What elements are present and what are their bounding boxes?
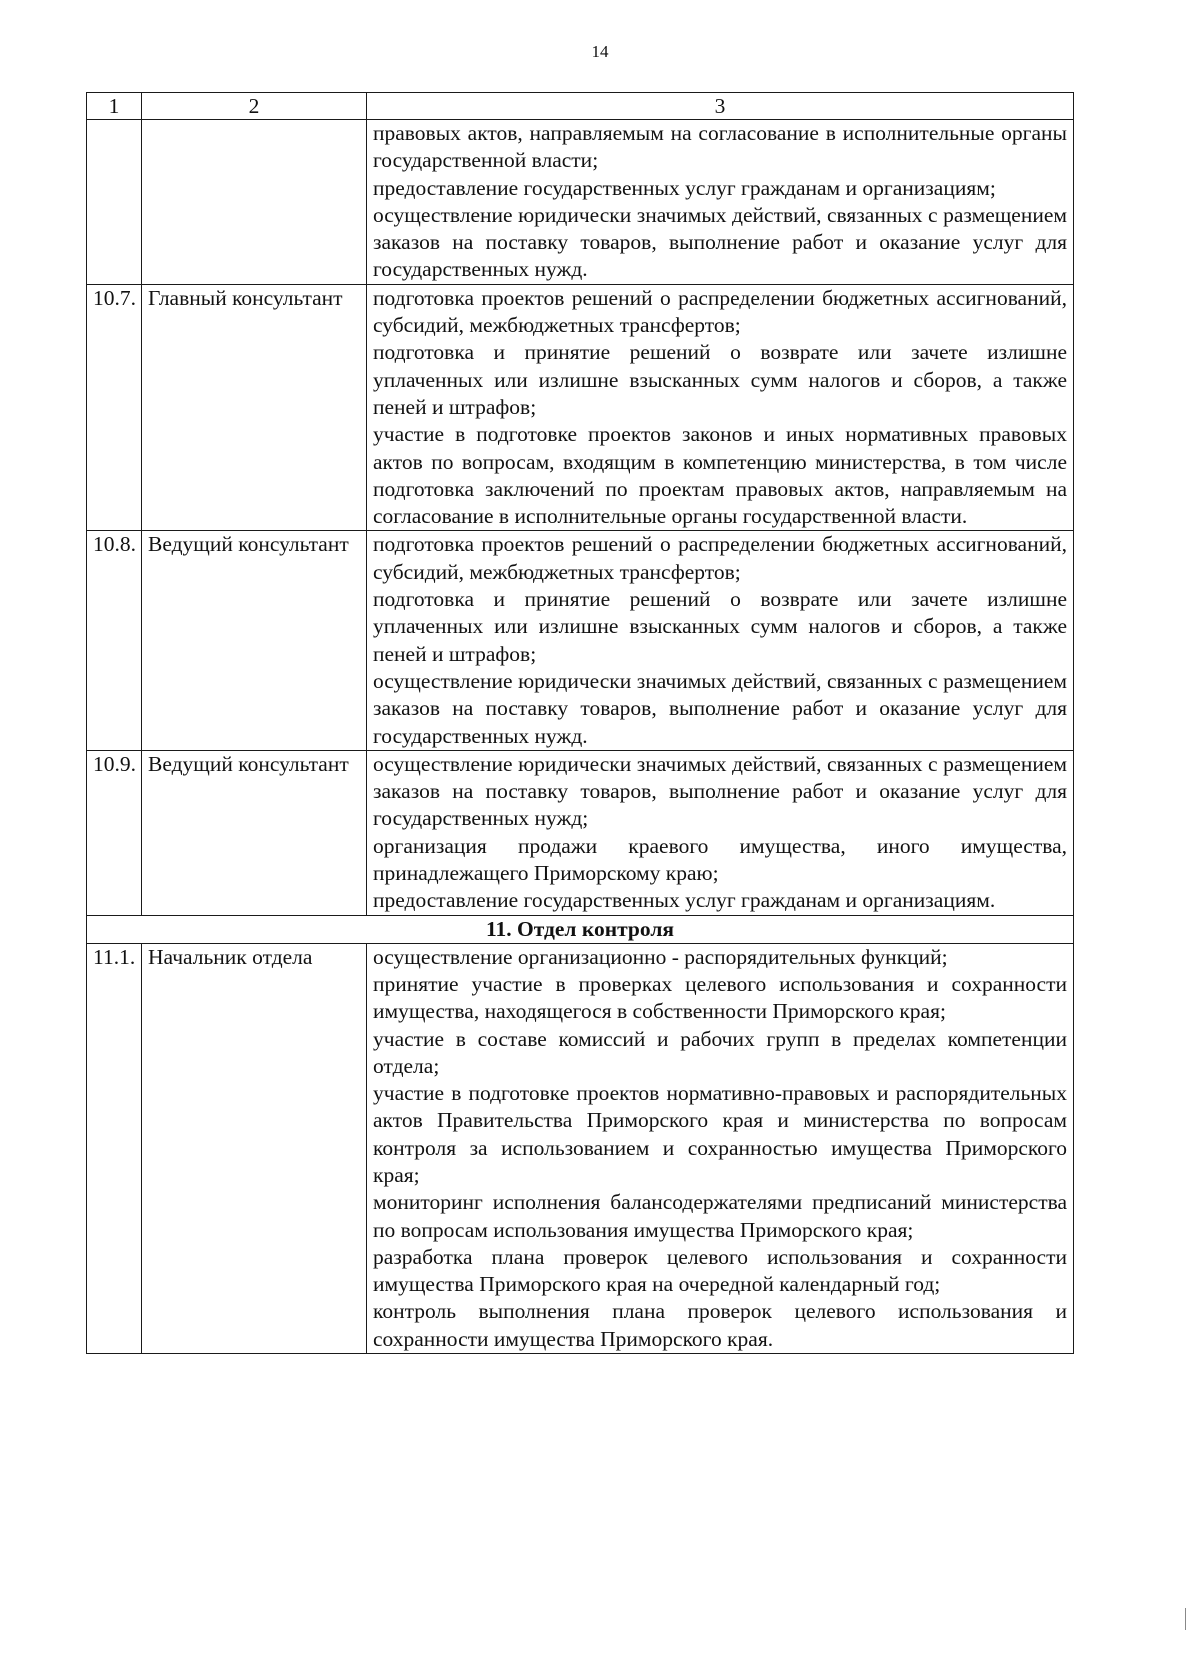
- table-row: [87, 284, 1074, 531]
- position-title: [142, 120, 367, 285]
- duties-cell: [367, 531, 1074, 750]
- duty-item: предоставление государственных услуг гражданам и организациям.: [373, 888, 996, 913]
- duty-item: мониторинг исполнения балансодержателями предписаний министерства по вопросам использования имущества Приморского края;: [373, 1190, 1067, 1242]
- duty-item: участие в подготовке проектов нормативно-правовых и распорядительных актов Правительства Приморского края и министерства по вопросам контроля за использованием и сохранностью имущества Приморского края;: [373, 1081, 1067, 1187]
- duty-item: подготовка проектов решений о распределении бюджетных ассигнований, субсидий, межбюджетных трансфертов;: [373, 285, 1067, 338]
- duty-item: контроль выполнения плана проверок целевого использования и сохранности имущества Приморского края.: [373, 1299, 1067, 1351]
- duty-item: подготовка и принятие решений о возврате или зачете излишне уплаченных или излишне взысканных сумм налогов и сборов, а также пеней и штрафов;: [373, 340, 1067, 419]
- row-number: 10.8.: [87, 531, 142, 750]
- table-header-row: [87, 93, 1074, 120]
- duty-item: организация продажи краевого имущества, иного имущества, принадлежащего Приморскому краю;: [373, 833, 1067, 886]
- row-number: 11.1.: [87, 943, 142, 1353]
- duty-item: подготовка и принятие решений о возврате или зачете излишне уплаченных или излишне взысканных сумм налогов и сборов, а также пеней и штрафов;: [373, 587, 1067, 666]
- duty-item: разработка плана проверок целевого использования и сохранности имущества Приморского края на очередной календарный год;: [373, 1244, 1067, 1297]
- row-number: 10.7.: [87, 284, 142, 531]
- header-col-2: 2: [142, 93, 367, 120]
- duties-table: [86, 92, 1074, 1354]
- table-row: [87, 943, 1074, 1353]
- duty-item: осуществление юридически значимых действий, связанных с размещением заказов на поставку товаров, выполнение работ и оказание услуг для государственных нужд.: [373, 668, 1067, 748]
- duty-item: предоставление государственных услуг гражданам и организациям;: [373, 175, 996, 200]
- duty-item: подготовка проектов решений о распределении бюджетных ассигнований, субсидий, межбюджетных трансфертов;: [373, 532, 1067, 584]
- page-number: 14: [591, 42, 609, 61]
- duties-cell: [367, 284, 1074, 531]
- duty-item: осуществление юридически значимых действий, связанных с размещением заказов на поставку товаров, выполнение работ и оказание услуг для государственных нужд;: [373, 751, 1067, 831]
- header-col-1: 1: [87, 93, 142, 120]
- position-title: Ведущий консультант: [142, 750, 367, 915]
- section-heading-row: [87, 915, 1074, 943]
- row-number: 10.9.: [87, 750, 142, 915]
- position-title: Главный консультант: [142, 284, 367, 531]
- scan-artifact-line: [1185, 1608, 1186, 1630]
- duties-cell: [367, 943, 1074, 1353]
- duties-cell: [367, 750, 1074, 915]
- duty-item: осуществление организационно - распорядительных функций;: [373, 944, 948, 969]
- table-row: [87, 750, 1074, 915]
- section-title: 11. Отдел контроля: [87, 915, 1074, 943]
- header-col-3: 3: [367, 93, 1074, 120]
- duty-item: участие в составе комиссий и рабочих групп в пределах компетенции отдела;: [373, 1026, 1067, 1078]
- duty-item: участие в подготовке проектов законов и иных нормативных правовых актов по вопросам, входящим в компетенцию министерства, в том числе подготовка заключений по проектам правовых актов, направляемым на согласование в исполнительные органы государственной власти.: [373, 422, 1067, 529]
- row-number: [87, 120, 142, 285]
- duty-item: принятие участие в проверках целевого использования и сохранности имущества, находящегося в собственности Приморского края;: [373, 971, 1067, 1024]
- position-title: Начальник отдела: [142, 943, 367, 1353]
- duties-cell: [367, 120, 1074, 285]
- table-row: [87, 531, 1074, 750]
- duty-item: правовых актов, направляемым на согласование в исполнительные органы государственной власти;: [373, 121, 1067, 173]
- table-row: [87, 120, 1074, 285]
- position-title: Ведущий консультант: [142, 531, 367, 750]
- duty-item: осуществление юридически значимых действий, связанных с размещением заказов на поставку товаров, выполнение работ и оказание услуг для государственных нужд.: [373, 202, 1067, 282]
